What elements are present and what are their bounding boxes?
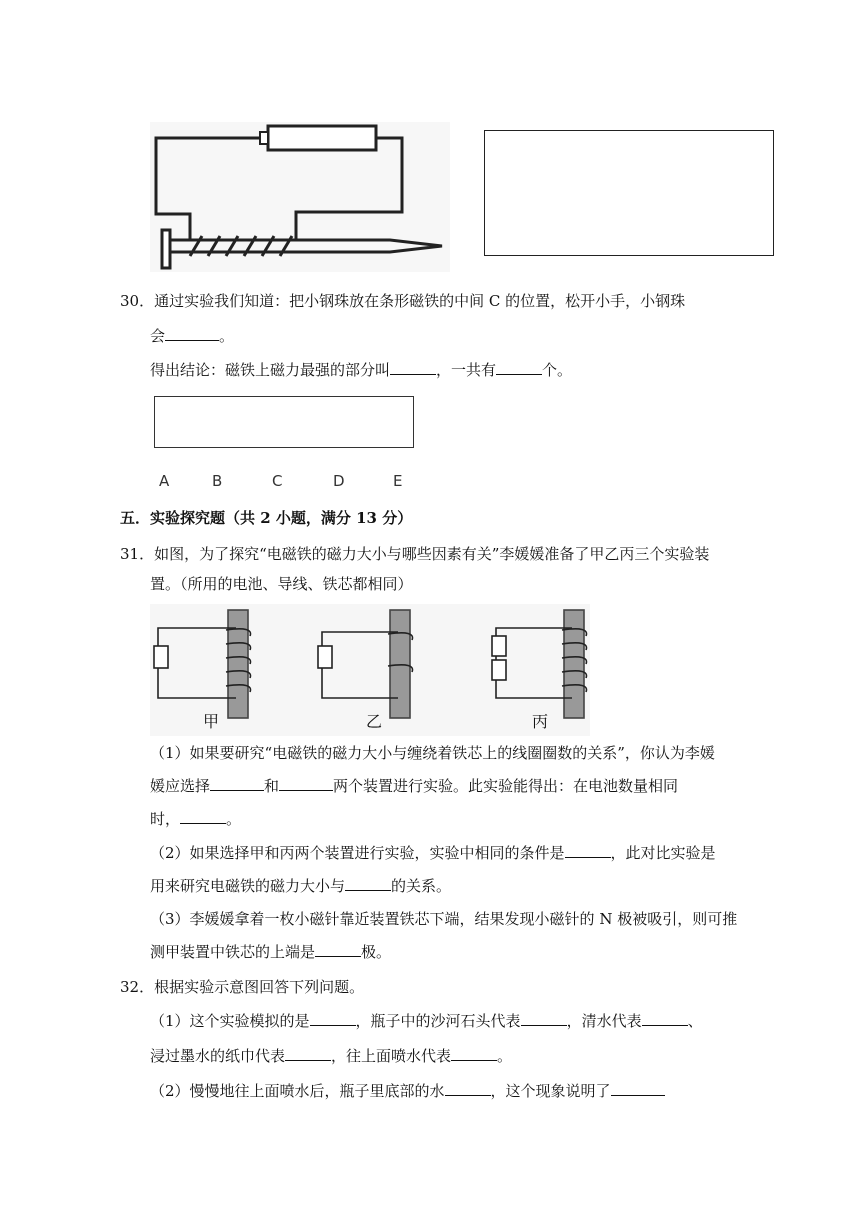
q31-p1-line1: （1）如果要研究“电磁铁的磁力大小与缠绕着铁芯上的线圈圈数的关系”，你认为李媛	[150, 744, 715, 762]
q31-line2: 置。（所用的电池、导线、铁芯都相同）	[150, 575, 413, 593]
answer-blank[interactable]	[279, 776, 333, 791]
bar-letter-e: E	[393, 472, 403, 490]
answer-blank[interactable]	[345, 876, 391, 891]
q31-p2-line1: （2）如果选择甲和丙两个装置进行实验，实验中相同的条件是 ，此对比实验是	[150, 844, 716, 862]
q32-p1-line1: （1）这个实验模拟的是 ，瓶子中的沙河石头代表 ，清水代表 、	[150, 1012, 703, 1030]
q32-number: 32．	[120, 978, 155, 996]
label-yi: 乙	[366, 712, 383, 731]
answer-blank[interactable]	[611, 1081, 665, 1096]
q30-number: 30．	[120, 292, 155, 310]
nail-electromagnet-circuit-figure	[150, 122, 450, 272]
answer-blank[interactable]	[451, 1046, 497, 1061]
answer-blank[interactable]	[210, 776, 264, 791]
answer-blank[interactable]	[315, 942, 361, 957]
bar-magnet	[154, 396, 414, 448]
answer-blank[interactable]	[390, 360, 436, 375]
q31-p3-line1: （3）李媛媛拿着一枚小磁针靠近装置铁芯下端，结果发现小磁针的 N 极被吸引，则可推	[150, 910, 738, 928]
q32-p2-line1: （2）慢慢地往上面喷水后，瓶子里底部的水 ，这个现象说明了	[150, 1081, 665, 1101]
bar-letter-b: B	[212, 472, 223, 490]
answer-blank[interactable]	[180, 809, 226, 824]
q30-line1: 30．通过实验我们知道：把小钢珠放在条形磁铁的中间 C 的位置，松开小手，小钢珠	[120, 292, 686, 310]
answer-blank[interactable]	[310, 1011, 356, 1026]
q31-p1-line2: 媛应选择 和 两个装置进行实验。此实验能得出：在电池数量相同	[150, 777, 679, 795]
q31-line1: 31．如图，为了探究“电磁铁的磁力大小与哪些因素有关”李媛媛准备了甲乙丙三个实验装	[120, 545, 710, 563]
label-jia: 甲	[203, 712, 220, 731]
answer-blank[interactable]	[565, 843, 611, 858]
answer-blank[interactable]	[165, 326, 219, 341]
bar-letter-a: A	[159, 472, 170, 490]
answer-blank[interactable]	[642, 1011, 688, 1026]
q30-line3: 得出结论：磁铁上磁力最强的部分叫 ，一共有 个。	[150, 361, 573, 379]
q31-p3-line2: 测甲装置中铁芯的上端是 极。	[150, 943, 392, 961]
label-bing: 丙	[532, 712, 549, 731]
q30-line2: 会 。	[150, 327, 235, 345]
section-title: 五．实验探究题（共 2 小题，满分 13 分）	[120, 509, 413, 527]
answer-blank[interactable]	[496, 360, 542, 375]
answer-blank[interactable]	[445, 1081, 491, 1096]
bar-letter-c: C	[272, 472, 283, 490]
bar-letter-d: D	[333, 472, 345, 490]
q31-number: 31．	[120, 545, 155, 563]
q31-p2-line2: 用来研究电磁铁的磁力大小与 的关系。	[150, 877, 452, 895]
q32-line1: 32．根据实验示意图回答下列问题。	[120, 978, 365, 996]
answer-blank[interactable]	[285, 1046, 331, 1061]
q32-p1-line2: 浸过墨水的纸巾代表 ，往上面喷水代表 。	[150, 1047, 513, 1065]
q31-p1-line3: 时， 。	[150, 810, 242, 828]
answer-blank[interactable]	[521, 1011, 567, 1026]
answer-box-top	[484, 130, 774, 256]
